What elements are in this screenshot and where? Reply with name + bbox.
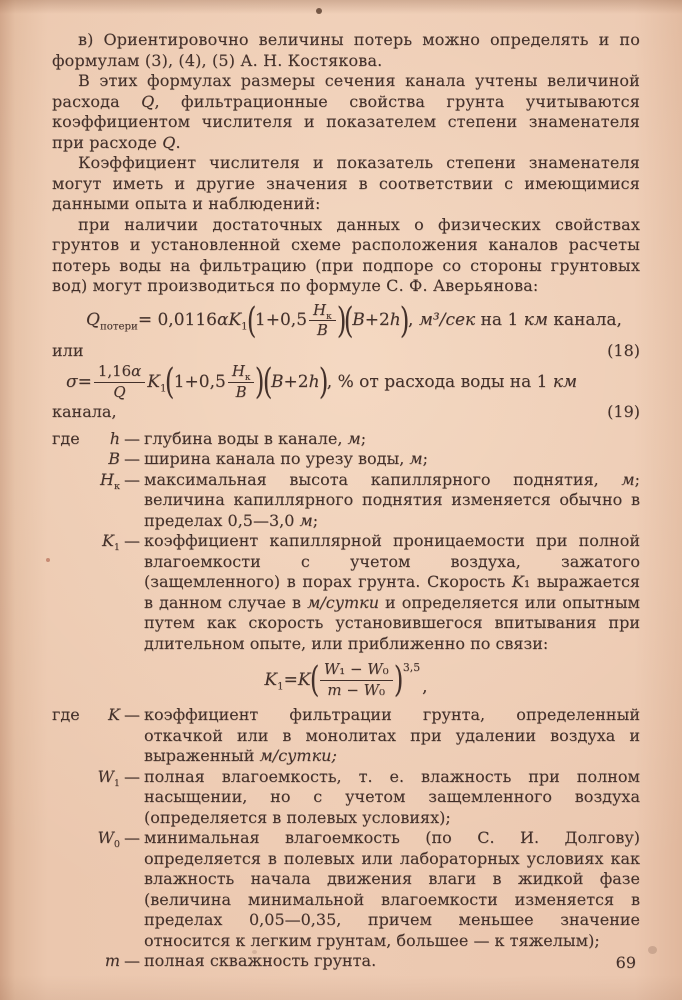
paper-stain (46, 558, 50, 562)
definition-hk (52, 470, 640, 532)
definition-w1 (52, 767, 640, 829)
formula-19-lhs: σ (66, 371, 78, 392)
fraction-w1w0-mw0: $\frac{\text{W₁ − W₀}}{\text{m − W₀}}$ (320, 661, 393, 698)
term-h: h (109, 428, 120, 448)
page-content (52, 30, 640, 972)
dash: — (124, 828, 140, 847)
dash: — (124, 449, 140, 468)
formula-19-k1: $K_1$ (147, 371, 167, 395)
definition-w1-text: полная влагоемкость, т. е. влажность при полном насыщении, но с учетом защемленного воздуха (определяется в полевых условиях); (144, 766, 640, 827)
definitions-list-1 (52, 429, 640, 655)
term-k1: $K_1$ (101, 531, 120, 554)
definition-hk-text: максимальная высота капиллярного поднятия, м; величина капиллярного поднятия изменяется обычно в пределах 0,5—3,0 м; (144, 469, 640, 530)
paragraph-averyanov: при наличии достаточных данных о физических свойствах грунтов и установленной схеме расположения каналов расчеты потерь воды на фильтрацию (при подпоре со стороны грунтовых вод) могут производиться по формуле С. Ф. Аверьянова: (52, 214, 640, 295)
definition-b (52, 449, 640, 470)
formula-19 (66, 363, 640, 401)
formula-18 (86, 299, 640, 342)
equation-row-19 (52, 402, 640, 423)
definition-w0-text: минимальная влагоемкость (по С. И. Долгову) определяется в полевых или лабораторных условиях как влажность начала движения влаги в жидкой фазе (величина минимальной влагоемкости изменяется в пределах 0,05—0,35, причем меньшее значение относится к легким грунтам, большее — к тяжелым); (144, 828, 640, 950)
formula-k1-equals: = (283, 669, 298, 690)
dash: — (124, 469, 140, 489)
term-b: B (108, 449, 120, 468)
left-paren: ( (246, 299, 257, 342)
alpha-symbol: α (216, 310, 229, 331)
term-m: m (104, 951, 120, 970)
dash: — (124, 531, 140, 550)
definition-h (52, 429, 640, 450)
formula-19-inner: 1+0,5 (173, 371, 226, 392)
formula-19-second-factor: B+2h (271, 371, 320, 392)
definition-m-text: полная скважность грунта. (144, 951, 377, 970)
definition-h-text: глубина воды в канале, м; (144, 428, 367, 448)
fraction-hk-b: $\frac{H_к}{B}$ (228, 363, 255, 400)
where-word: где (52, 705, 80, 724)
formula-k1-exponent: 3,5 (402, 661, 421, 674)
formula-k1-relation (264, 661, 427, 699)
definition-k-text: коэффициент фильтрации грунта, определенный откачкой или в монолитах при удалении воздуха и выраженный м/сутки; (144, 705, 640, 765)
paragraph-formulas-q: В этих формулах размеры сечения канала учтены величиной расхода Q, фильтрационные свойства грунта учитываются коэффициентом числителя и показателем степени знаменателя при расходе Q. (52, 71, 641, 152)
definitions-list-2 (52, 705, 640, 972)
page-number: 69 (615, 953, 636, 972)
right-paren: ) (336, 299, 347, 342)
formula-k1-comma: , (422, 676, 428, 697)
right-paren: ) (399, 299, 410, 342)
where-word: где (52, 428, 80, 448)
left-paren: ( (343, 299, 354, 342)
equation-number-18: (18) (607, 340, 640, 360)
term-w0: $W_0$ (97, 828, 120, 851)
formula-k1-lhs: $K_1$ (264, 669, 284, 693)
left-paren: ( (262, 361, 273, 403)
formula-18-second-factor: B+2h (352, 310, 401, 331)
right-paren: ) (255, 361, 265, 403)
formula-19-units: , % от расхода воды на 1 км (326, 371, 578, 392)
equation-number-19: (19) (607, 402, 640, 421)
formula-18-inner: 1+0,5 (254, 310, 308, 331)
left-paren: ( (165, 361, 175, 403)
paper-stain (648, 946, 657, 954)
definition-k1-text: коэффициент капиллярной проницаемости при полной влагоемкости с учетом воздуха, зажатого (защемленного) в порах грунта. Скорость K₁ выражается в данном случае в м/сутки и определяется или опытным путем как скорость установившегося впитывания при длительном опыте, или приближенно по связи: (144, 531, 641, 653)
dash: — (124, 428, 140, 448)
left-paren: ( (309, 659, 319, 701)
fraction-116a-q: $\frac{1,16\alpha}{Q}$ (94, 363, 145, 400)
formula-k1-coefficient: K (297, 669, 311, 690)
term-w1: $W_1$ (97, 766, 120, 789)
definition-w0 (52, 828, 640, 951)
formula-18-coefficient: = 0,0116 (137, 310, 217, 331)
formula-19-continuation: канала, (52, 402, 117, 421)
fraction-hk-b: $\frac{H_к}{B}$ (309, 302, 336, 339)
dash: — (124, 705, 140, 724)
definition-m (52, 951, 640, 972)
formula-18-lhs: $Q_{потери}$ (86, 310, 138, 333)
definition-k1 (52, 531, 640, 654)
paragraph-orientirovochno: в) Ориентировочно величины потерь можно определять и по формулам (3), (4), (5) А. Н. Костякова. (52, 30, 640, 70)
right-paren: ) (393, 659, 404, 701)
term-hk: $H_к$ (100, 469, 120, 492)
definition-b-text: ширина канала по урезу воды, м; (144, 449, 429, 468)
dash: — (124, 951, 140, 970)
formula-18-units: , м³/сек на 1 км канала, (408, 310, 622, 331)
dash: — (124, 766, 140, 786)
term-k: K (108, 705, 120, 724)
formula-19-equals: = (77, 371, 92, 392)
formula-18-k1: $K_1$ (228, 310, 248, 333)
right-paren: ) (318, 361, 328, 403)
ink-speck (316, 8, 322, 14)
equation-row-18 (52, 341, 640, 362)
paragraph-koefficient: Коэффициент числителя и показатель степени знаменателя могут иметь и другие значения в соответствии с имеющимися данными опыта и наблюдений: (52, 153, 640, 213)
or-word: или (52, 340, 84, 360)
definition-k (52, 705, 640, 767)
